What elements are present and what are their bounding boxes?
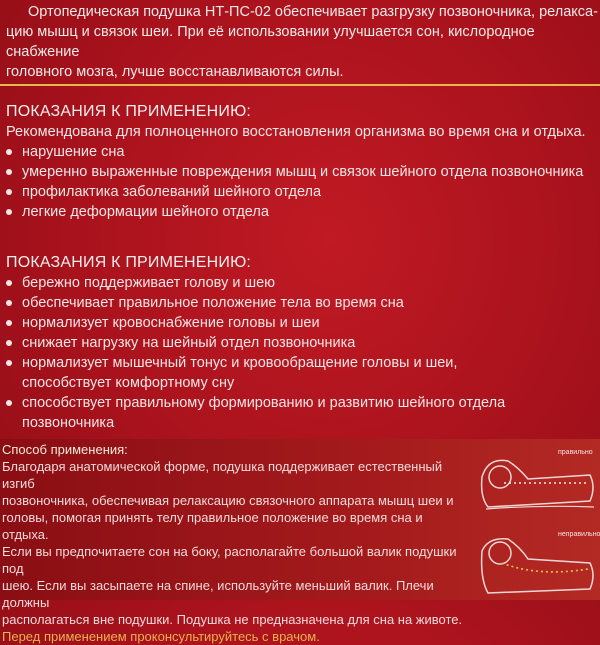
section-heading: ПОКАЗАНИЯ К ПРИМЕНЕНИЮ: — [6, 254, 252, 271]
intro-line: Ортопедическая подушка НТ-ПС-02 обеспечивает разгрузку позвоночника, релакса- — [28, 4, 598, 20]
intro-paragraph — [0, 2, 600, 82]
intro-line: головного мозга, лучше восстанавливаются силы. — [6, 64, 344, 80]
usage-panel — [0, 439, 600, 644]
intro-line: цию мышц и связок шеи. При её использовании улучшается сон, кислородное снабжение — [6, 24, 535, 60]
bullet-icon — [6, 189, 12, 195]
list-item: способствует правильному формированию и развитию шейного отдела позвоночника — [6, 393, 596, 433]
indications-list — [6, 142, 596, 222]
usage-line: Благодаря анатомической форме, подушка поддерживает естественный изгиб — [2, 459, 443, 491]
list-item: нарушение сна — [6, 142, 596, 162]
wrong-sleep-icon — [478, 529, 598, 599]
list-item: нормализует кровоснабжение головы и шеи — [6, 313, 596, 333]
list-item: профилактика заболеваний шейного отдела — [6, 182, 596, 202]
indications-section-1 — [6, 102, 596, 222]
usage-line: Если вы предпочитаете сон на боку, располагайте большой валик подушки под — [2, 544, 457, 576]
correct-sleep-icon — [478, 447, 598, 517]
bullet-icon — [6, 169, 12, 175]
list-item: бережно поддерживает голову и шею — [6, 273, 596, 293]
indications-section-2 — [6, 253, 596, 433]
usage-line: позвоночника, обеспечивая релаксацию связочного аппарата мышц шеи и — [2, 493, 454, 508]
correct-position-figure — [478, 447, 598, 517]
usage-line: головы, помогая принять телу правильное положение во время сна и отдыха. — [2, 510, 423, 542]
bullet-icon — [6, 320, 12, 326]
bullet-icon — [6, 280, 12, 286]
consult-note: Перед применением проконсультируйтесь с врачом. — [2, 629, 320, 644]
bullet-icon — [6, 209, 12, 215]
wrong-position-figure — [478, 529, 598, 599]
list-item: обеспечивает правильное положение тела во время сна — [6, 293, 596, 313]
list-item: нормализует мышечный тонус и кровообращение головы и шеи, способствует комфортному сну — [6, 353, 596, 393]
bullet-icon — [6, 149, 12, 155]
bullet-icon — [6, 300, 12, 306]
list-item: умеренно выраженные повреждения мышц и связок шейного отдела позвоночника — [6, 162, 596, 182]
section-heading: ПОКАЗАНИЯ К ПРИМЕНЕНИЮ: — [6, 103, 252, 120]
correct-label: правильно — [558, 449, 593, 456]
section-lead: Рекомендована для полноценного восстановления организма во время сна и отдыха. — [6, 124, 586, 140]
wrong-label: неправильно — [558, 531, 600, 538]
usage-line: располагаться вне подушки. Подушка не предназначена для сна на животе. — [2, 612, 463, 627]
benefits-list — [6, 273, 596, 433]
usage-title: Способ применения: — [2, 442, 128, 457]
usage-line: шею. Если вы засыпаете на спине, используйте меньший валик. Плечи должны — [2, 578, 434, 610]
usage-text — [2, 441, 464, 645]
gold-divider — [0, 84, 600, 86]
list-item: легкие деформации шейного отдела — [6, 202, 596, 222]
bullet-icon — [6, 340, 12, 346]
bullet-icon — [6, 400, 12, 406]
bullet-icon — [6, 360, 12, 366]
list-item: снижает нагрузку на шейный отдел позвоночника — [6, 333, 596, 353]
